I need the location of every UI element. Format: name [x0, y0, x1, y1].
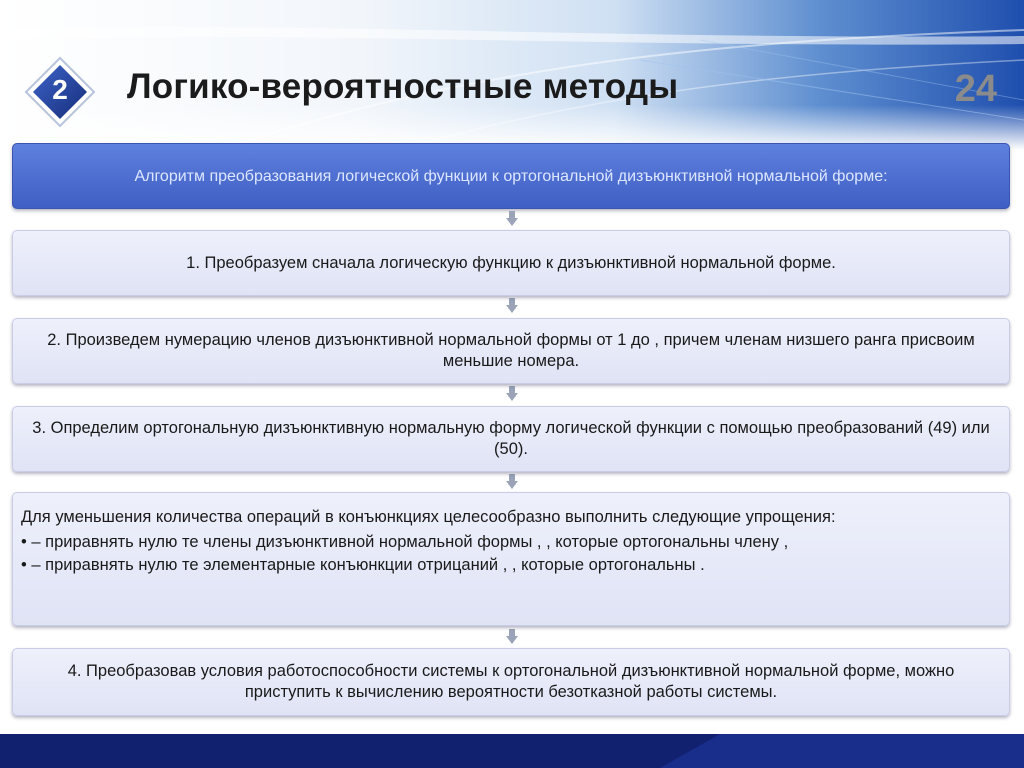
bullet-text: – приравнять нулю те элементарные конъюнкции отрицаний , , которые ортогональны . [31, 556, 705, 574]
step-box-2 [12, 318, 1010, 384]
down-arrow-icon [506, 211, 518, 227]
section-badge [24, 56, 96, 128]
step-box-1 [12, 230, 1010, 296]
list-item [21, 532, 993, 553]
step-text: 4. Преобразовав условия работоспособности системы к ортогональной дизъюнктивной нормальной форме, можно приступить к вычислению вероятности безотказной работы системы. [67, 662, 955, 701]
section-badge-label: 2 [52, 74, 68, 105]
bullet-icon: • [21, 533, 32, 551]
bullet-text: – приравнять нулю те члены дизъюнктивной нормальной формы , , которые ортогональны члену , [31, 533, 789, 551]
list-item [21, 555, 993, 576]
step-text: 1. Преобразуем сначала логическую функцию к дизъюнктивной нормальной форме. [186, 253, 836, 272]
down-arrow-icon [506, 629, 518, 645]
algorithm-header-box [12, 143, 1010, 209]
down-arrow-icon [506, 298, 518, 314]
simplification-intro: Для уменьшения количества операций в конъюнкциях целесообразно выполнить следующие упрощения: [21, 508, 836, 526]
down-arrow-icon [506, 474, 518, 490]
page-title: Логико-вероятностные методы [127, 67, 679, 106]
footer-band [0, 734, 1024, 768]
algorithm-header-text: Алгоритм преобразования логической функции к ортогональной дизъюнктивной нормальной форме: [134, 167, 888, 185]
step-box-4 [12, 648, 1010, 716]
slide-number: 24 [954, 68, 997, 110]
step-text: 3. Определим ортогональную дизъюнктивную нормальную форму логической функции с помощью преобразований (49) или (50). [32, 419, 990, 458]
bullet-icon: • [21, 556, 32, 574]
down-arrow-icon [506, 386, 518, 402]
step-box-3 [12, 406, 1010, 472]
step-text: 2. Произведем нумерацию членов дизъюнктивной нормальной формы от 1 до , причем членам низшего ранга присвоим меньшие номера. [47, 331, 975, 370]
simplification-box [12, 492, 1010, 626]
